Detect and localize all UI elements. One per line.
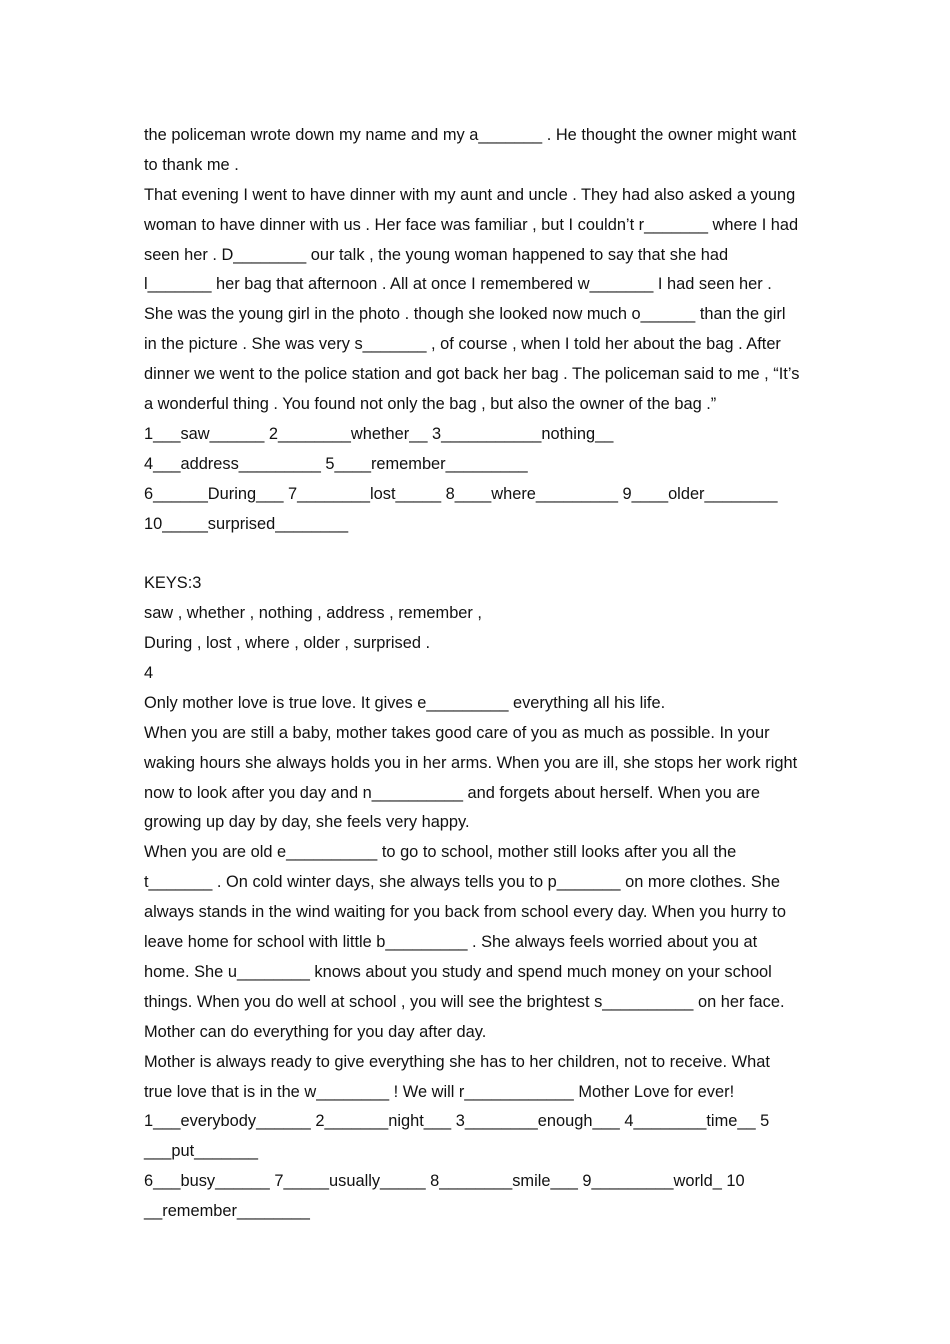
answer-line: 1___saw______ 2________whether__ 3___________nothing__ xyxy=(144,424,614,443)
blank-line xyxy=(144,539,824,569)
text-line: in the picture . She was very s_______ , of course , when I told her about the bag . After xyxy=(144,335,781,354)
text-line: woman to have dinner with us . Her face was familiar , but I couldn’t r_______ where I had xyxy=(144,215,799,234)
text-line: Only mother love is true love. It gives e_________ everything all his life. xyxy=(144,693,666,712)
text-line: things. When you do well at school , you will see the brightest s__________ on her face. xyxy=(144,992,785,1011)
section-number: 4 xyxy=(144,664,154,683)
answer-line: 6______During___ 7________lost_____ 8____where_________ 9____older________ xyxy=(144,484,778,503)
keys-line: During , lost , where , older , surprised . xyxy=(144,634,431,653)
text-line: seen her . D________ our talk , the young woman happened to say that she had xyxy=(144,245,729,264)
text-line: Mother can do everything for you day after day. xyxy=(144,1022,487,1041)
text-line: now to look after you day and n__________ and forgets about herself. When you are xyxy=(144,783,760,802)
text-line: the policeman wrote down my name and my a_______ . He thought the owner might want xyxy=(144,126,797,144)
answer-line: 6___busy______ 7_____usually_____ 8________smile___ 9_________world_ 10 xyxy=(144,1172,745,1191)
text-line: to thank me . xyxy=(144,155,239,174)
document-page xyxy=(144,121,824,1227)
text-line: waking hours she always holds you in her arms. When you are ill, she stops her work right xyxy=(144,753,798,772)
text-line: l_______ her bag that afternoon . All at once I remembered w_______ I had seen her . xyxy=(144,275,772,294)
text-line: Mother is always ready to give everything she has to her children, not to receive. What xyxy=(144,1052,770,1071)
answer-line: 1___everybody______ 2_______night___ 3________enough___ 4________time__ 5 xyxy=(144,1112,770,1131)
text-line: When you are still a baby, mother takes good care of you as much as possible. In your xyxy=(144,723,770,742)
text-line: always stands in the wind waiting for you back from school every day. When you hurry to xyxy=(144,903,786,922)
text-line: She was the young girl in the photo . though she looked now much o______ than the girl xyxy=(144,305,786,324)
text-line: When you are old e__________ to go to school, mother still looks after you all the xyxy=(144,843,737,862)
text-line: a wonderful thing . You found not only the bag , but also the owner of the bag .” xyxy=(144,395,717,414)
text-line: That evening I went to have dinner with my aunt and uncle . They had also asked a young xyxy=(144,185,796,204)
answer-line: ___put_______ xyxy=(144,1142,258,1161)
answer-line: 10_____surprised________ xyxy=(144,514,349,533)
text-line: growing up day by day, she feels very happy. xyxy=(144,813,470,832)
text-line: dinner we went to the police station and got back her bag . The policeman said to me , “It’s xyxy=(144,365,800,384)
answer-line: __remember________ xyxy=(144,1202,310,1221)
keys-line: saw , whether , nothing , address , remember , xyxy=(144,604,482,623)
text-line: true love that is in the w________ ! We will r____________ Mother Love for ever! xyxy=(144,1082,735,1101)
text-line: leave home for school with little b_________ . She always feels worried about you at xyxy=(144,933,758,952)
text-line: home. She u________ knows about you study and spend much money on your school xyxy=(144,962,772,981)
text-line: t_______ . On cold winter days, she always tells you to p_______ on more clothes. She xyxy=(144,873,780,892)
keys-heading: KEYS:3 xyxy=(144,574,202,593)
answer-line: 4___address_________ 5____remember_________ xyxy=(144,454,528,473)
